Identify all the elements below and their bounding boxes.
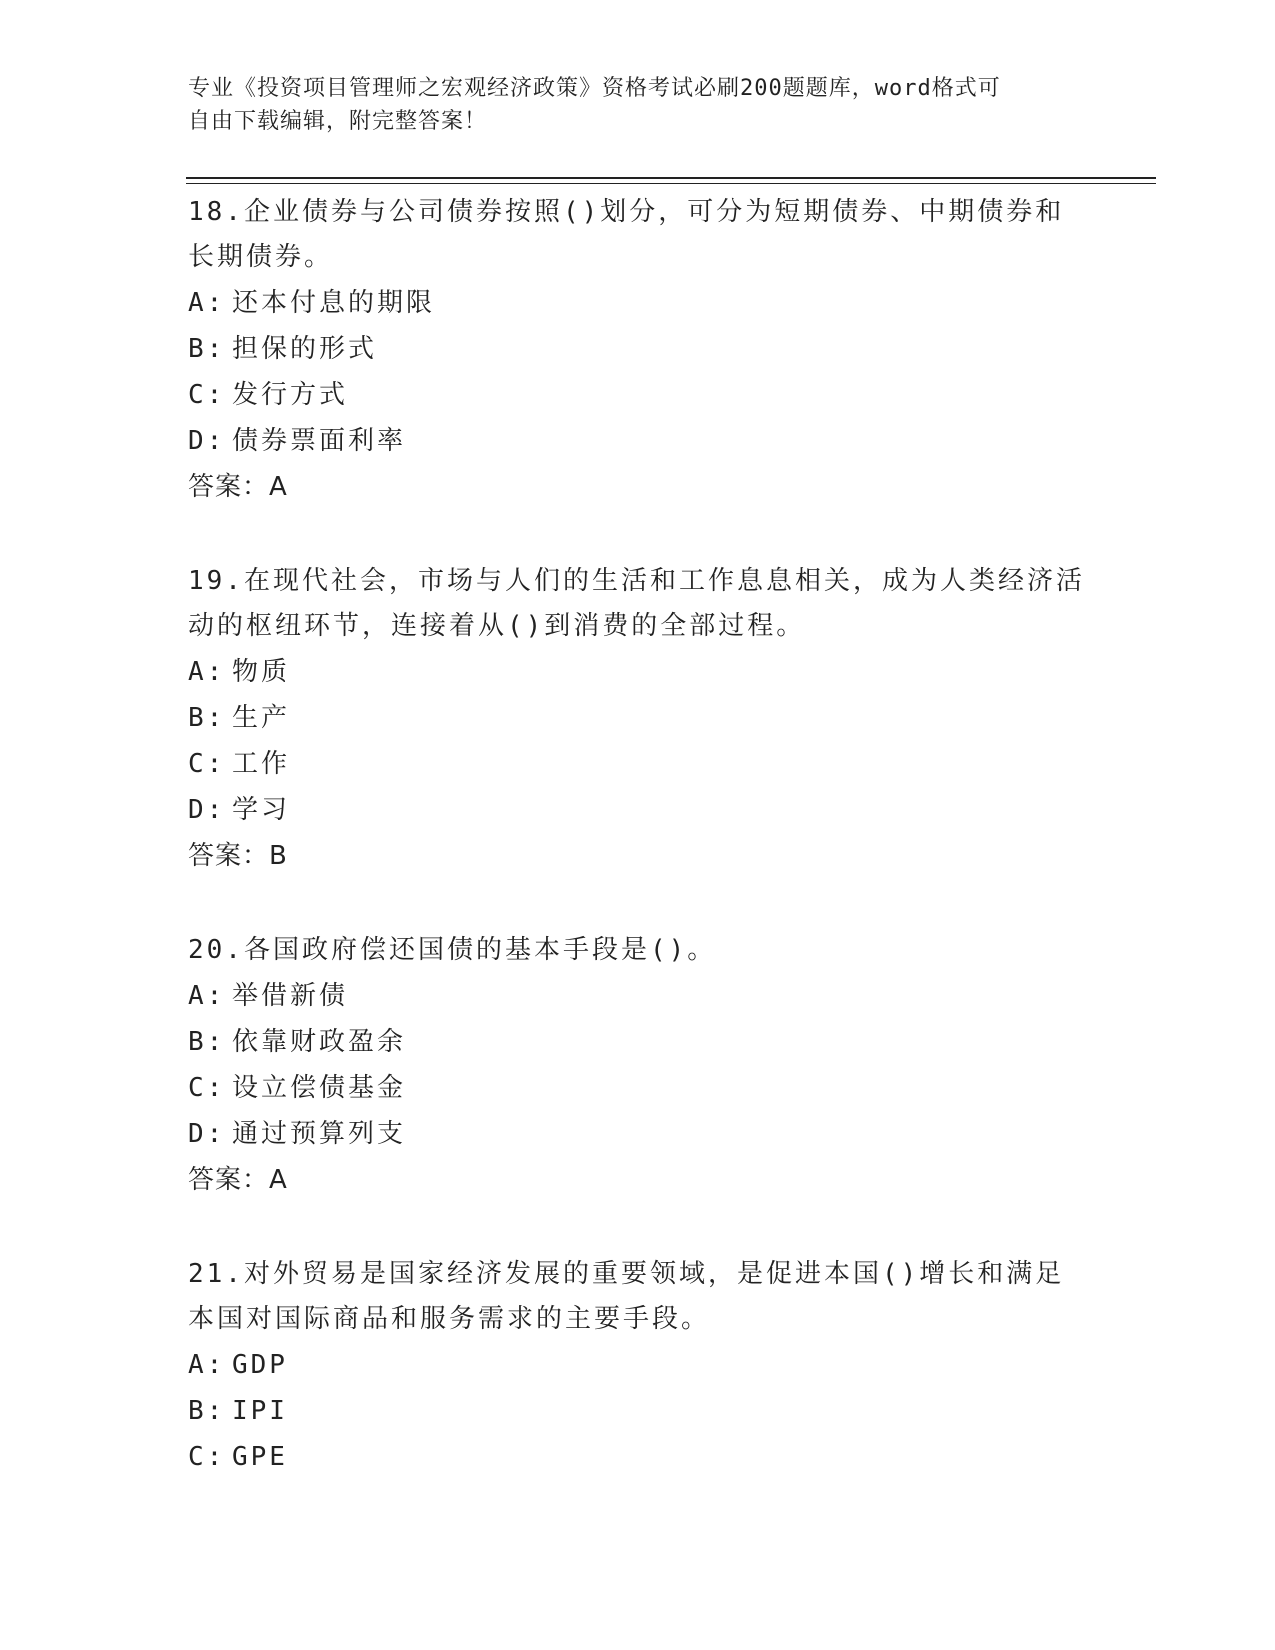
option-letter: B: [188, 1396, 226, 1426]
option-text: GPE [232, 1442, 288, 1472]
option-letter: C: [188, 1442, 226, 1472]
document-header [188, 72, 1088, 138]
option-a [188, 649, 1088, 695]
option-b [188, 1388, 1088, 1434]
question-text: 21.对外贸易是国家经济发展的重要领域，是促进本国()增长和满足本国对国际商品和服务需求的主要手段。 [188, 1259, 1065, 1334]
option-text: 设立偿债基金 [232, 1073, 407, 1103]
option-a [188, 1342, 1088, 1388]
header-divider-thin [186, 183, 1156, 184]
option-letter: A: [188, 657, 226, 687]
option-d [188, 1111, 1088, 1157]
option-letter: C: [188, 1073, 226, 1103]
option-text: 还本付息的期限 [232, 288, 436, 318]
option-b [188, 695, 1088, 741]
answer-label: 答案：A [188, 1165, 288, 1195]
header-divider-thick [186, 177, 1156, 179]
header-line-2: 自由下载编辑，附完整答案！ [188, 109, 488, 134]
option-text: 生产 [232, 703, 291, 733]
question-19 [188, 559, 1088, 879]
option-a [188, 280, 1088, 326]
option-letter: D: [188, 1119, 226, 1149]
question-18 [188, 190, 1088, 510]
option-text: 物质 [232, 657, 291, 687]
option-text: 发行方式 [232, 380, 349, 410]
question-21 [188, 1252, 1088, 1480]
option-letter: B: [188, 703, 226, 733]
option-letter: B: [188, 334, 226, 364]
question-list [188, 190, 1088, 1529]
option-c [188, 741, 1088, 787]
option-a [188, 973, 1088, 1019]
option-letter: A: [188, 981, 226, 1011]
question-text: 19.在现代社会，市场与人们的生活和工作息息相关，成为人类经济活动的枢纽环节，连接着从()到消费的全部过程。 [188, 566, 1085, 641]
question-text: 18.企业债券与公司债券按照()划分，可分为短期债券、中期债券和长期债券。 [188, 197, 1065, 272]
option-letter: D: [188, 795, 226, 825]
option-c [188, 1065, 1088, 1111]
option-b [188, 1019, 1088, 1065]
option-c [188, 1434, 1088, 1480]
option-c [188, 372, 1088, 418]
question-20 [188, 928, 1088, 1203]
option-text: IPI [232, 1396, 288, 1426]
option-letter: D: [188, 426, 226, 456]
option-text: 举借新债 [232, 981, 349, 1011]
option-text: 工作 [232, 749, 291, 779]
option-letter: C: [188, 749, 226, 779]
option-text: GDP [232, 1350, 288, 1380]
option-text: 通过预算列支 [232, 1119, 407, 1149]
option-text: 担保的形式 [232, 334, 378, 364]
header-line-1: 专业《投资项目管理师之宏观经济政策》资格考试必刷200题题库，word格式可 [188, 76, 1001, 101]
answer-label: 答案：A [188, 472, 288, 502]
option-text: 学习 [232, 795, 291, 825]
option-text: 债券票面利率 [232, 426, 407, 456]
option-letter: A: [188, 1350, 226, 1380]
option-letter: C: [188, 380, 226, 410]
option-letter: A: [188, 288, 226, 318]
option-d [188, 787, 1088, 833]
question-text: 20.各国政府偿还国债的基本手段是()。 [188, 935, 717, 965]
option-b [188, 326, 1088, 372]
option-d [188, 418, 1088, 464]
option-text: 依靠财政盈余 [232, 1027, 407, 1057]
option-letter: B: [188, 1027, 226, 1057]
answer-label: 答案：B [188, 841, 288, 871]
